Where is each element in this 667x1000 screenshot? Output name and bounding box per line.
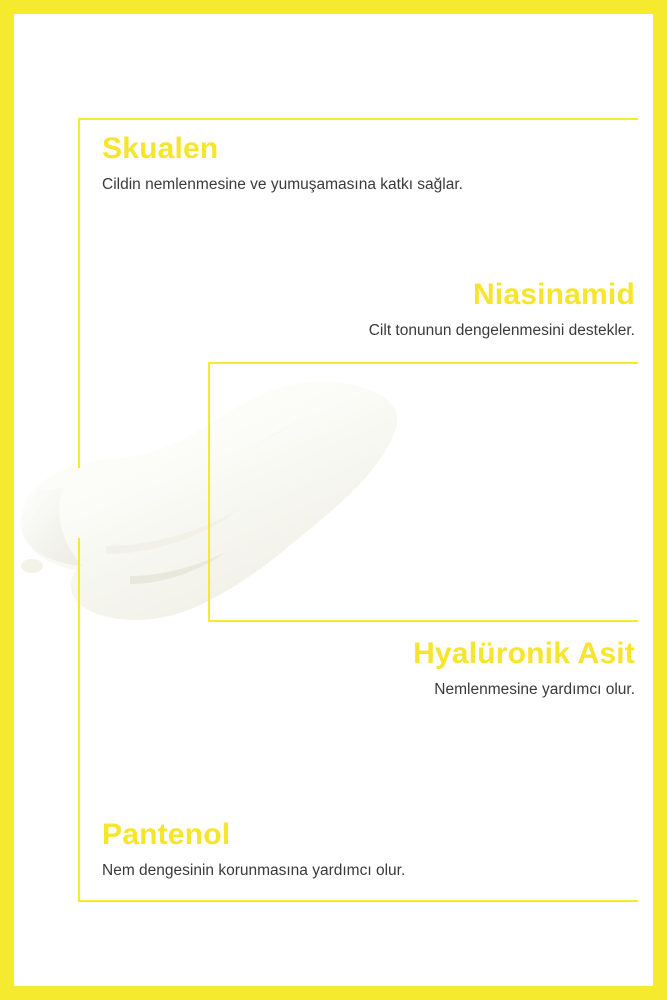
ingredient-block-skualen <box>102 132 622 196</box>
ingredient-block-pantenol <box>102 818 622 882</box>
connector-line-niasinamid-vertical <box>208 362 210 622</box>
connector-line-bottom <box>78 900 638 902</box>
connector-line-pantenol-vertical <box>78 538 80 900</box>
ingredient-description: Nem dengesinin korunmasına yardımcı olur. <box>102 862 406 879</box>
ingredient-description: Cilt tonunun dengelenmesini destekler. <box>368 322 635 339</box>
connector-line-hyaluronik <box>208 620 638 622</box>
ingredient-title: Skualen <box>102 132 219 165</box>
ingredient-block-niasinamid <box>120 278 635 342</box>
connector-line-top <box>78 118 638 120</box>
ingredient-block-hyaluronik-asit <box>120 637 635 701</box>
cream-swatch-illustration <box>10 370 440 650</box>
connector-line-skualen-vertical <box>78 118 80 468</box>
ingredient-description: Nemlenmesine yardımcı olur. <box>434 681 635 698</box>
ingredient-title: Pantenol <box>102 818 231 851</box>
connector-line-niasinamid <box>208 362 638 364</box>
ingredient-title: Niasinamid <box>472 278 635 311</box>
ingredient-description: Cildin nemlenmesine ve yumuşamasına katkı sağlar. <box>102 176 463 193</box>
ingredient-title: Hyalüronik Asit <box>413 637 635 670</box>
